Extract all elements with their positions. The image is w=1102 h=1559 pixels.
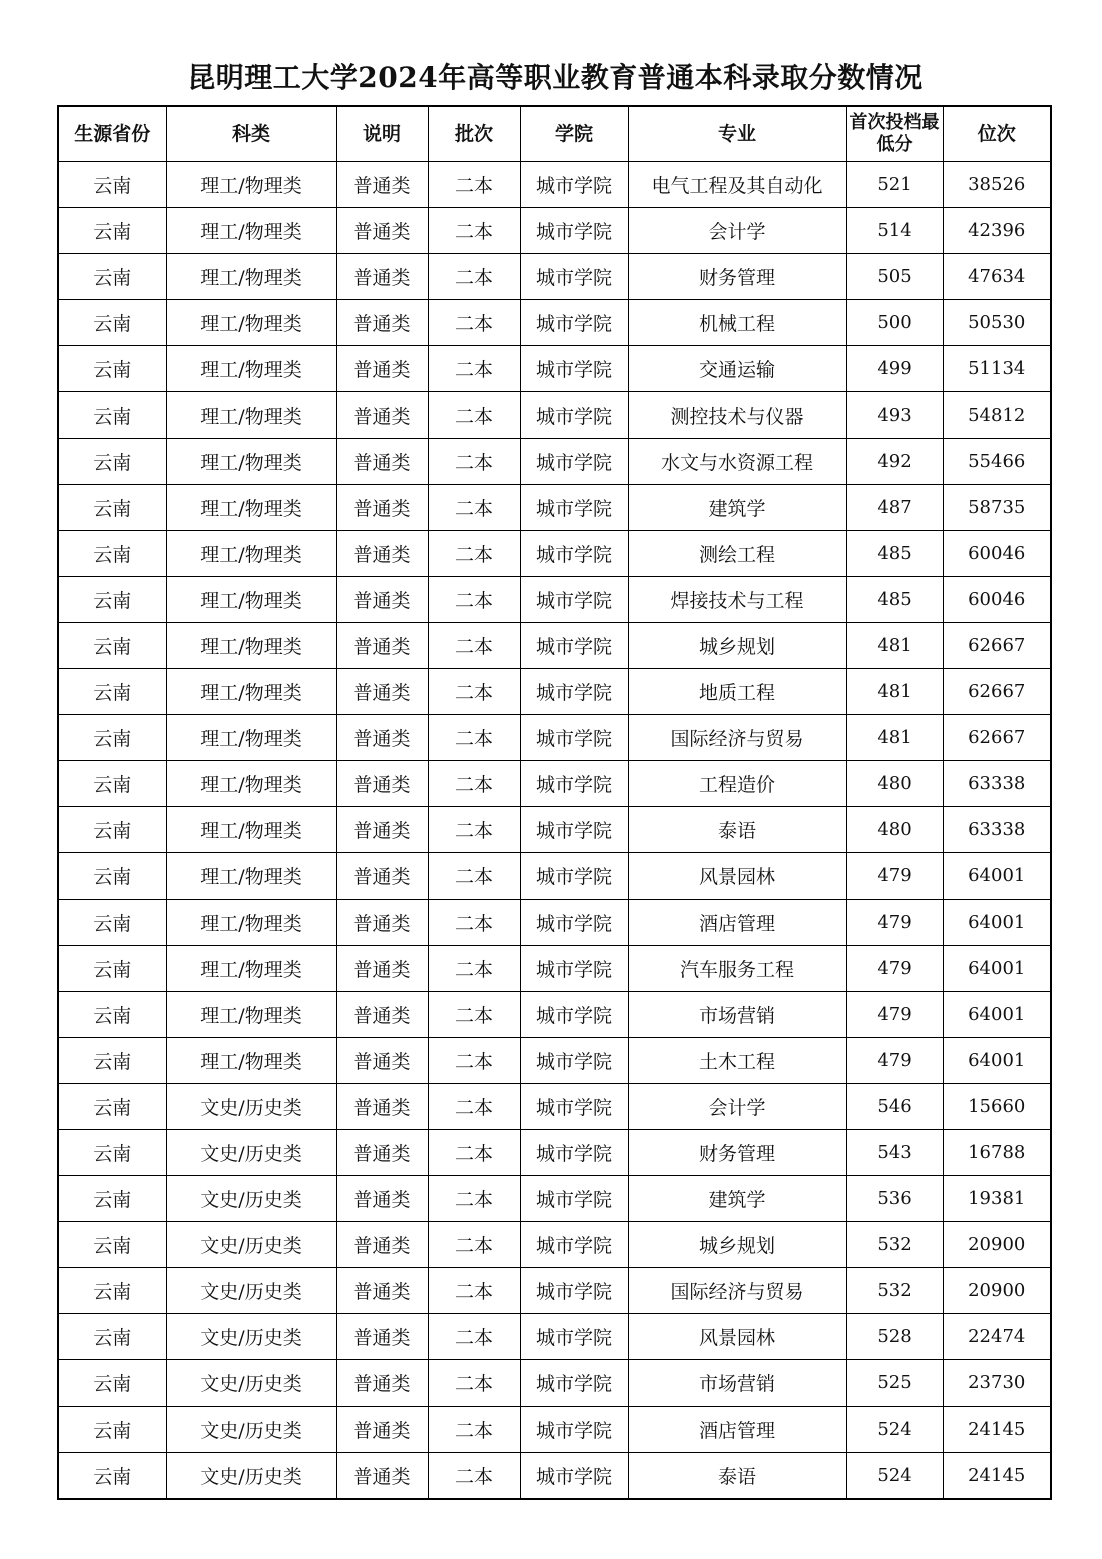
cell-college: 城市学院 [520,576,628,622]
cell-province: 云南 [58,576,166,622]
cell-rank: 63338 [943,807,1051,853]
cell-province: 云南 [58,1037,166,1083]
cell-subject-category: 理工/物理类 [166,715,336,761]
cell-rank: 38526 [943,162,1051,208]
cell-subject-category: 理工/物理类 [166,991,336,1037]
column-header-rank: 位次 [943,106,1051,162]
column-header-major: 专业 [628,106,846,162]
cell-min-score: 524 [846,1406,943,1452]
cell-major: 国际经济与贸易 [628,715,846,761]
cell-rank: 64001 [943,991,1051,1037]
cell-note: 普通类 [336,1222,428,1268]
cell-min-score: 546 [846,1083,943,1129]
table-row [58,162,1051,208]
table-row [58,761,1051,807]
table-row [58,1452,1051,1499]
cell-rank: 24145 [943,1406,1051,1452]
cell-province: 云南 [58,1452,166,1499]
cell-rank: 60046 [943,530,1051,576]
column-header-note: 说明 [336,106,428,162]
cell-rank: 16788 [943,1129,1051,1175]
cell-college: 城市学院 [520,1314,628,1360]
cell-major: 财务管理 [628,254,846,300]
cell-province: 云南 [58,807,166,853]
cell-college: 城市学院 [520,162,628,208]
cell-major: 测绘工程 [628,530,846,576]
cell-batch: 二本 [428,1314,520,1360]
table-row [58,254,1051,300]
cell-major: 酒店管理 [628,1406,846,1452]
cell-province: 云南 [58,945,166,991]
table-row [58,576,1051,622]
cell-major: 机械工程 [628,300,846,346]
cell-subject-category: 理工/物理类 [166,853,336,899]
cell-college: 城市学院 [520,807,628,853]
cell-batch: 二本 [428,1360,520,1406]
cell-note: 普通类 [336,899,428,945]
cell-batch: 二本 [428,392,520,438]
cell-college: 城市学院 [520,1083,628,1129]
cell-subject-category: 理工/物理类 [166,162,336,208]
cell-subject-category: 理工/物理类 [166,899,336,945]
cell-note: 普通类 [336,1129,428,1175]
cell-subject-category: 理工/物理类 [166,484,336,530]
cell-rank: 54812 [943,392,1051,438]
cell-note: 普通类 [336,1268,428,1314]
cell-rank: 20900 [943,1268,1051,1314]
cell-major: 建筑学 [628,484,846,530]
cell-major: 水文与水资源工程 [628,438,846,484]
cell-batch: 二本 [428,945,520,991]
cell-batch: 二本 [428,1452,520,1499]
cell-note: 普通类 [336,945,428,991]
cell-note: 普通类 [336,1314,428,1360]
cell-batch: 二本 [428,899,520,945]
cell-min-score: 481 [846,622,943,668]
cell-major: 酒店管理 [628,899,846,945]
cell-rank: 64001 [943,899,1051,945]
cell-batch: 二本 [428,208,520,254]
cell-batch: 二本 [428,438,520,484]
cell-note: 普通类 [336,807,428,853]
cell-college: 城市学院 [520,1037,628,1083]
cell-province: 云南 [58,530,166,576]
cell-college: 城市学院 [520,1452,628,1499]
cell-subject-category: 文史/历史类 [166,1360,336,1406]
page-title: 昆明理工大学2024年高等职业教育普通本科录取分数情况 [187,61,923,94]
cell-college: 城市学院 [520,991,628,1037]
cell-rank: 23730 [943,1360,1051,1406]
cell-rank: 63338 [943,761,1051,807]
cell-college: 城市学院 [520,1129,628,1175]
cell-province: 云南 [58,438,166,484]
cell-batch: 二本 [428,669,520,715]
cell-batch: 二本 [428,761,520,807]
cell-major: 会计学 [628,208,846,254]
cell-province: 云南 [58,1129,166,1175]
cell-note: 普通类 [336,991,428,1037]
table-row [58,1176,1051,1222]
cell-province: 云南 [58,484,166,530]
cell-min-score: 500 [846,300,943,346]
table-row [58,622,1051,668]
cell-college: 城市学院 [520,254,628,300]
cell-province: 云南 [58,346,166,392]
cell-college: 城市学院 [520,1268,628,1314]
cell-rank: 62667 [943,715,1051,761]
table-row [58,346,1051,392]
cell-college: 城市学院 [520,300,628,346]
cell-subject-category: 理工/物理类 [166,530,336,576]
cell-subject-category: 理工/物理类 [166,576,336,622]
cell-province: 云南 [58,622,166,668]
cell-college: 城市学院 [520,669,628,715]
cell-rank: 62667 [943,622,1051,668]
cell-note: 普通类 [336,1037,428,1083]
cell-major: 建筑学 [628,1176,846,1222]
cell-major: 国际经济与贸易 [628,1268,846,1314]
cell-subject-category: 理工/物理类 [166,254,336,300]
column-header-batch: 批次 [428,106,520,162]
table-row [58,1406,1051,1452]
cell-college: 城市学院 [520,853,628,899]
table-row [58,1083,1051,1129]
cell-min-score: 480 [846,807,943,853]
cell-major: 电气工程及其自动化 [628,162,846,208]
column-header-subject-category: 科类 [166,106,336,162]
cell-batch: 二本 [428,991,520,1037]
cell-province: 云南 [58,1222,166,1268]
table-row [58,438,1051,484]
cell-note: 普通类 [336,1176,428,1222]
cell-major: 土木工程 [628,1037,846,1083]
cell-subject-category: 理工/物理类 [166,300,336,346]
cell-note: 普通类 [336,484,428,530]
cell-note: 普通类 [336,254,428,300]
cell-note: 普通类 [336,1452,428,1499]
cell-province: 云南 [58,1176,166,1222]
cell-min-score: 499 [846,346,943,392]
cell-batch: 二本 [428,1083,520,1129]
cell-subject-category: 文史/历史类 [166,1176,336,1222]
cell-major: 工程造价 [628,761,846,807]
cell-rank: 62667 [943,669,1051,715]
cell-subject-category: 理工/物理类 [166,392,336,438]
table-row [58,1268,1051,1314]
cell-batch: 二本 [428,162,520,208]
table-row [58,669,1051,715]
cell-note: 普通类 [336,669,428,715]
cell-province: 云南 [58,162,166,208]
table-row [58,991,1051,1037]
table-row [58,899,1051,945]
cell-major: 泰语 [628,807,846,853]
column-header-min-score: 首次投档最低分 [846,106,943,162]
cell-rank: 64001 [943,1037,1051,1083]
cell-batch: 二本 [428,484,520,530]
cell-major: 城乡规划 [628,622,846,668]
cell-college: 城市学院 [520,1360,628,1406]
cell-rank: 55466 [943,438,1051,484]
cell-major: 汽车服务工程 [628,945,846,991]
cell-subject-category: 文史/历史类 [166,1083,336,1129]
cell-subject-category: 理工/物理类 [166,622,336,668]
cell-batch: 二本 [428,576,520,622]
cell-rank: 64001 [943,853,1051,899]
cell-major: 测控技术与仪器 [628,392,846,438]
cell-college: 城市学院 [520,715,628,761]
cell-batch: 二本 [428,1129,520,1175]
cell-min-score: 481 [846,715,943,761]
cell-college: 城市学院 [520,208,628,254]
column-header-province: 生源省份 [58,106,166,162]
cell-province: 云南 [58,1406,166,1452]
cell-note: 普通类 [336,1083,428,1129]
cell-subject-category: 文史/历史类 [166,1406,336,1452]
cell-note: 普通类 [336,346,428,392]
cell-min-score: 543 [846,1129,943,1175]
table-row [58,715,1051,761]
cell-min-score: 479 [846,1037,943,1083]
cell-rank: 58735 [943,484,1051,530]
cell-min-score: 525 [846,1360,943,1406]
cell-batch: 二本 [428,346,520,392]
cell-min-score: 479 [846,991,943,1037]
cell-note: 普通类 [336,576,428,622]
cell-subject-category: 理工/物理类 [166,346,336,392]
cell-subject-category: 文史/历史类 [166,1129,336,1175]
cell-rank: 42396 [943,208,1051,254]
cell-province: 云南 [58,1360,166,1406]
table-row [58,530,1051,576]
cell-batch: 二本 [428,622,520,668]
cell-min-score: 536 [846,1176,943,1222]
cell-batch: 二本 [428,530,520,576]
cell-college: 城市学院 [520,1222,628,1268]
cell-min-score: 492 [846,438,943,484]
cell-subject-category: 理工/物理类 [166,669,336,715]
cell-batch: 二本 [428,254,520,300]
table-row [58,208,1051,254]
table-row [58,1222,1051,1268]
cell-subject-category: 理工/物理类 [166,761,336,807]
cell-major: 财务管理 [628,1129,846,1175]
cell-rank: 15660 [943,1083,1051,1129]
cell-min-score: 479 [846,945,943,991]
admission-score-table [57,105,1052,1500]
cell-min-score: 514 [846,208,943,254]
cell-province: 云南 [58,1268,166,1314]
cell-rank: 60046 [943,576,1051,622]
cell-college: 城市学院 [520,1176,628,1222]
cell-note: 普通类 [336,715,428,761]
cell-subject-category: 文史/历史类 [166,1268,336,1314]
cell-note: 普通类 [336,1406,428,1452]
cell-subject-category: 文史/历史类 [166,1452,336,1499]
cell-province: 云南 [58,1314,166,1360]
table-row [58,945,1051,991]
cell-min-score: 493 [846,392,943,438]
cell-major: 城乡规划 [628,1222,846,1268]
cell-min-score: 479 [846,853,943,899]
cell-major: 交通运输 [628,346,846,392]
table-row [58,1037,1051,1083]
cell-note: 普通类 [336,530,428,576]
cell-college: 城市学院 [520,530,628,576]
cell-min-score: 479 [846,899,943,945]
cell-note: 普通类 [336,853,428,899]
table-row [58,484,1051,530]
cell-province: 云南 [58,1083,166,1129]
cell-province: 云南 [58,254,166,300]
cell-college: 城市学院 [520,945,628,991]
cell-note: 普通类 [336,622,428,668]
cell-subject-category: 理工/物理类 [166,1037,336,1083]
cell-min-score: 521 [846,162,943,208]
cell-note: 普通类 [336,162,428,208]
cell-major: 焊接技术与工程 [628,576,846,622]
cell-college: 城市学院 [520,484,628,530]
cell-rank: 24145 [943,1452,1051,1499]
cell-college: 城市学院 [520,761,628,807]
cell-college: 城市学院 [520,622,628,668]
cell-min-score: 528 [846,1314,943,1360]
header-row [58,106,1051,162]
cell-batch: 二本 [428,1037,520,1083]
cell-note: 普通类 [336,300,428,346]
cell-note: 普通类 [336,1360,428,1406]
cell-college: 城市学院 [520,899,628,945]
cell-province: 云南 [58,991,166,1037]
cell-batch: 二本 [428,1268,520,1314]
cell-min-score: 487 [846,484,943,530]
cell-college: 城市学院 [520,346,628,392]
cell-note: 普通类 [336,208,428,254]
cell-min-score: 485 [846,576,943,622]
table-row [58,1314,1051,1360]
cell-province: 云南 [58,300,166,346]
cell-college: 城市学院 [520,438,628,484]
cell-batch: 二本 [428,1176,520,1222]
cell-province: 云南 [58,669,166,715]
cell-subject-category: 理工/物理类 [166,807,336,853]
cell-rank: 50530 [943,300,1051,346]
cell-college: 城市学院 [520,1406,628,1452]
cell-major: 会计学 [628,1083,846,1129]
cell-subject-category: 文史/历史类 [166,1314,336,1360]
cell-rank: 51134 [943,346,1051,392]
table-row [58,300,1051,346]
cell-min-score: 532 [846,1268,943,1314]
cell-min-score: 481 [846,669,943,715]
cell-college: 城市学院 [520,392,628,438]
table-row [58,807,1051,853]
cell-province: 云南 [58,715,166,761]
cell-batch: 二本 [428,807,520,853]
table-row [58,853,1051,899]
table-row [58,392,1051,438]
cell-rank: 47634 [943,254,1051,300]
cell-min-score: 532 [846,1222,943,1268]
cell-min-score: 524 [846,1452,943,1499]
cell-min-score: 505 [846,254,943,300]
cell-batch: 二本 [428,1406,520,1452]
cell-rank: 64001 [943,945,1051,991]
cell-province: 云南 [58,761,166,807]
cell-note: 普通类 [336,438,428,484]
cell-subject-category: 理工/物理类 [166,945,336,991]
cell-province: 云南 [58,208,166,254]
column-header-college: 学院 [520,106,628,162]
cell-batch: 二本 [428,300,520,346]
cell-rank: 22474 [943,1314,1051,1360]
cell-province: 云南 [58,853,166,899]
table-row [58,1360,1051,1406]
cell-note: 普通类 [336,761,428,807]
cell-min-score: 480 [846,761,943,807]
cell-batch: 二本 [428,715,520,761]
cell-min-score: 485 [846,530,943,576]
cell-batch: 二本 [428,1222,520,1268]
cell-subject-category: 文史/历史类 [166,1222,336,1268]
cell-rank: 19381 [943,1176,1051,1222]
table-body [58,162,1051,1499]
table-row [58,1129,1051,1175]
cell-province: 云南 [58,899,166,945]
cell-major: 风景园林 [628,853,846,899]
cell-subject-category: 理工/物理类 [166,438,336,484]
cell-subject-category: 理工/物理类 [166,208,336,254]
cell-note: 普通类 [336,392,428,438]
cell-major: 风景园林 [628,1314,846,1360]
cell-province: 云南 [58,392,166,438]
cell-major: 泰语 [628,1452,846,1499]
cell-major: 市场营销 [628,1360,846,1406]
cell-batch: 二本 [428,853,520,899]
cell-major: 地质工程 [628,669,846,715]
cell-major: 市场营销 [628,991,846,1037]
cell-rank: 20900 [943,1222,1051,1268]
